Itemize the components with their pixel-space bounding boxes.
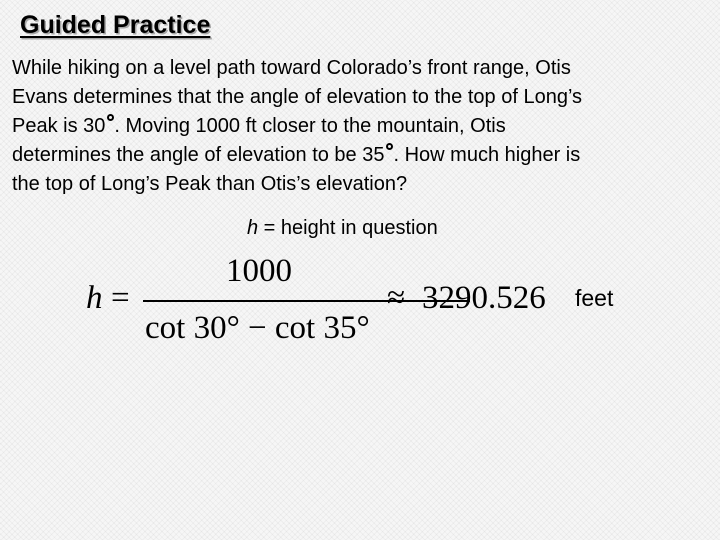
fraction-bar: [143, 300, 470, 302]
formula-result: 3290.526: [422, 280, 546, 316]
formula-approx-sign: ≈: [387, 280, 406, 316]
formula-equals: =: [111, 280, 130, 316]
formula-numerator: 1000: [226, 253, 292, 289]
problem-line-4: [12, 141, 712, 170]
problem-line-3-start: Peak is 30: [12, 115, 106, 137]
problem-line-2: Evans determines that the angle of elevation to the top of Long’s: [12, 86, 583, 108]
formula-denominator: cot 30° − cot 35°: [145, 310, 370, 346]
slide-title: Guided Practice: [20, 11, 211, 39]
problem-line-3-end: . Moving 1000 ft closer to the mountain, Otis: [114, 115, 506, 137]
result-unit: feet: [575, 285, 614, 311]
variable-definition: [247, 215, 438, 241]
formula-lhs: h: [86, 280, 103, 316]
problem-line-5: the top of Long’s Peak than Otis’s elevation?: [12, 173, 408, 195]
problem-line-1: While hiking on a level path toward Colorado’s front range, Otis: [12, 57, 571, 79]
formula: [86, 253, 586, 352]
problem-line-4-end: . How much higher is: [393, 144, 581, 166]
problem-line-4-start: determines the angle of elevation to be 35: [12, 144, 385, 166]
variable-name: h: [247, 217, 259, 239]
problem-line-3: [12, 112, 712, 141]
problem-statement: [12, 54, 712, 199]
variable-description: = height in question: [258, 217, 438, 239]
